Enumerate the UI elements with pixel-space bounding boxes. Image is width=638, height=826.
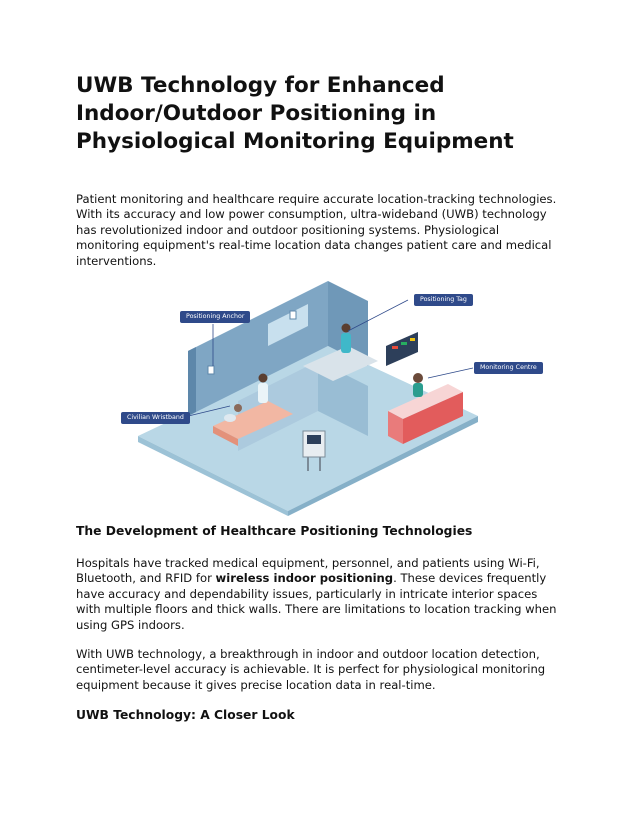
- monitoring-centre-label: Monitoring Centre: [474, 362, 543, 374]
- wall-edge: [188, 347, 196, 416]
- cart-screen: [307, 435, 321, 444]
- positioning-anchor-label: Positioning Anchor: [180, 311, 250, 323]
- section-heading-closer-look: UWB Technology: A Closer Look: [76, 708, 295, 722]
- callout-line: [428, 368, 473, 378]
- screen-indicator: [392, 346, 398, 349]
- nurse-icon: [259, 374, 268, 383]
- operator-person-icon: [413, 373, 423, 383]
- back-nurse-body: [341, 333, 351, 353]
- screen-indicator: [401, 342, 407, 345]
- section-heading-development: The Development of Healthcare Positioning Technologies: [76, 524, 473, 538]
- paragraph-text: . These devices frequently have accuracy and dependability issues, particularly in intricate interior spaces with multiple floors and thick walls. There are limitations to location tracking when using GPS indoors.: [76, 571, 557, 632]
- wireless-indoor-positioning-emphasis: wireless indoor positioning: [215, 571, 394, 586]
- pillow: [224, 414, 236, 422]
- patient-icon: [234, 404, 242, 412]
- nurse-body: [258, 383, 268, 403]
- intro-paragraph: Patient monitoring and healthcare require accurate location-tracking technologies. With its accuracy and low power consumption, ultra-wideband (UWB) technology has revolutionized indoor and outdoor positioning systems. Physiological monitoring equipment's real-time location data changes patient care and medical interventions.: [76, 192, 557, 268]
- isometric-room-svg: [118, 266, 538, 516]
- positioning-tag-label: Positioning Tag: [414, 294, 473, 306]
- hospital-positioning-illustration: [118, 266, 538, 516]
- page-title: UWB Technology for Enhanced Indoor/Outdoor Positioning in Physiological Monitoring Equipment: [76, 73, 514, 154]
- development-paragraph-1: [76, 556, 562, 633]
- anchor-device-icon: [208, 366, 214, 374]
- anchor-device-icon: [290, 311, 296, 319]
- development-paragraph-2: With UWB technology, a breakthrough in indoor and outdoor location detection, centimeter-level accuracy is achievable. It is perfect for physiological monitoring equipment because it gives precise location data in real-time.: [76, 647, 546, 692]
- back-nurse-icon: [342, 324, 351, 333]
- paragraph-text: Hospitals have tracked medical equipment, personnel, and patients using Wi-Fi, Bluetooth, and RFID for: [76, 556, 540, 586]
- screen-indicator: [410, 338, 415, 341]
- monitor-screen: [386, 332, 418, 366]
- operator-body: [413, 383, 423, 397]
- civilian-wristband-label: Civilian Wristband: [121, 412, 190, 424]
